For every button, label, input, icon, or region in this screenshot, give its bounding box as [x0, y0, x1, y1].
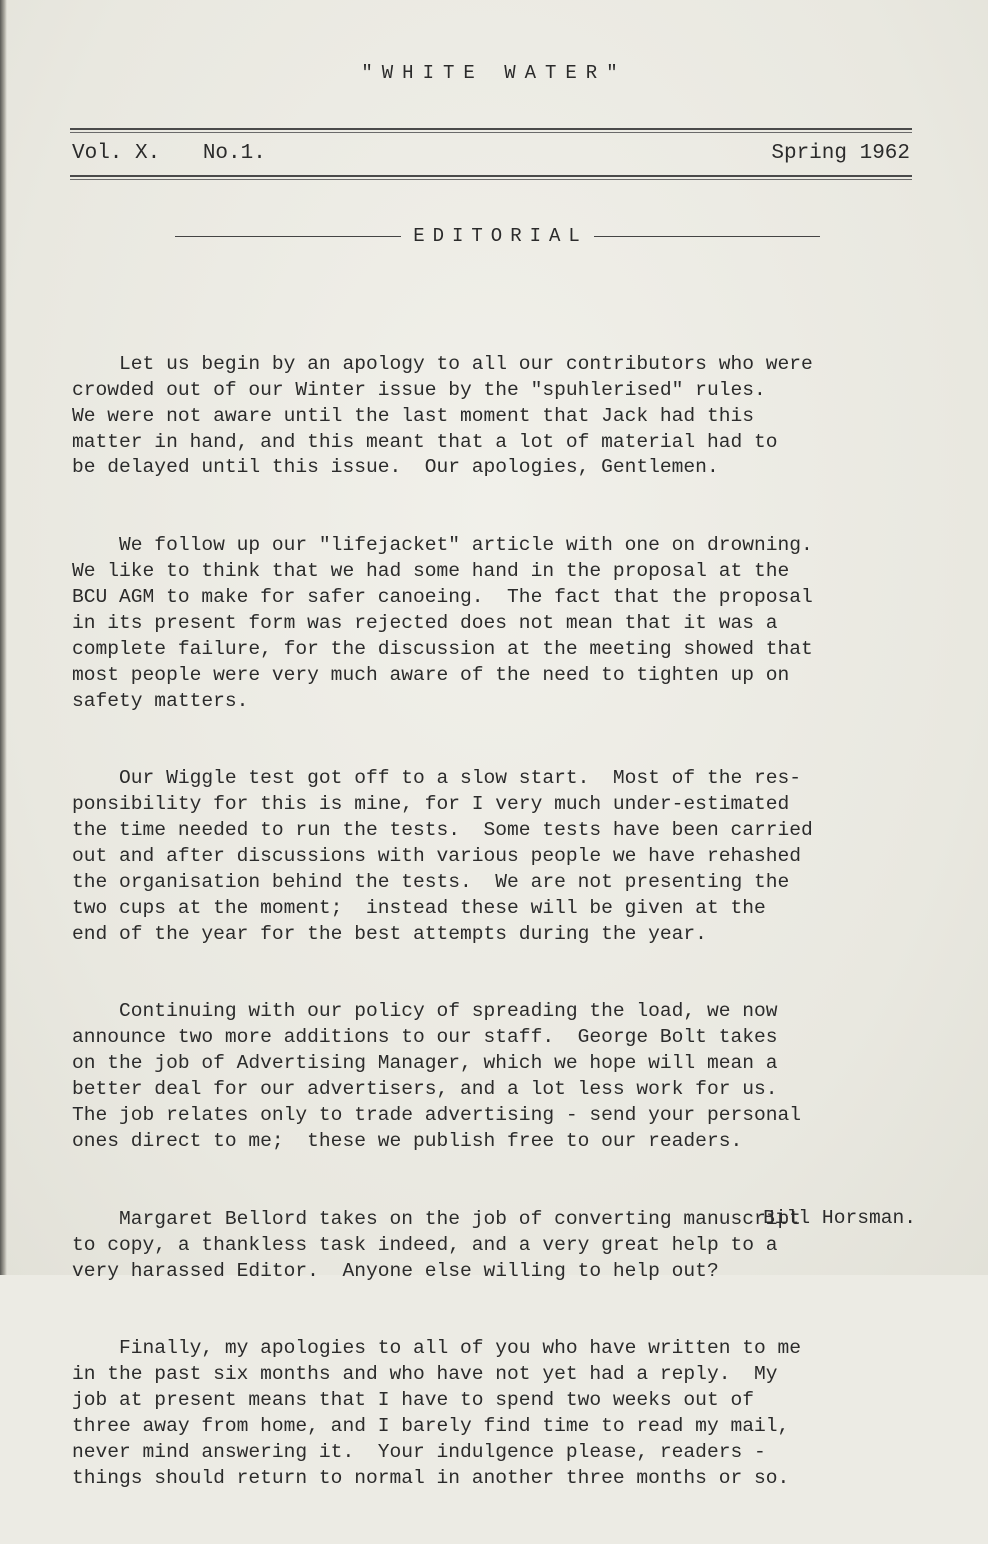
issue-season-label: Spring 1962: [771, 142, 910, 165]
editorial-paragraph-1: Let us begin by an apology to all our contributors who were crowded out of our Winter issue by the "spuhlerised" rules. We were not aware until the last moment that Jack had this matter in hand, and this meant that a lot of material had to be delayed until this issue. Our apologies, Gentlemen.: [72, 352, 813, 479]
editorial-paragraph-4: Continuing with our policy of spreading the load, we now announce two more additions to our staff. George Bolt takes on the job of Advertising Manager, which we hope will mean a better deal for our advertisers, and a lot less work for us. The job relates only to trade advertising - send your personal ones direct to me; these we publish free to our readers.: [72, 1000, 802, 1152]
section-heading: [175, 224, 820, 248]
heading-dash-left: [175, 236, 401, 237]
header-rule-bottom: [70, 175, 912, 177]
volume-label: Vol. X.: [72, 142, 161, 165]
editorial-paragraph-5: Margaret Bellord takes on the job of converting manuscript to copy, a thankless task indeed, and a very great help to a very harassed Editor. Anyone else willing to help out?: [72, 1207, 802, 1282]
editorial-body: [72, 300, 917, 1544]
header-rule-top-thin: [70, 132, 912, 133]
editor-signature: Bill Horsman.: [763, 1207, 916, 1229]
page-binding-edge: [0, 0, 7, 1275]
editorial-paragraph-6: Finally, my apologies to all of you who have written to me in the past six months and who have not yet had a reply. My job at present means that I have to spend two weeks out of three away from home, and I barely find time to read my mail, never mind answering it. Your indulgence please, readers - things should return to normal in another three months or so.: [72, 1337, 802, 1489]
masthead-title: "WHITE WATER": [361, 62, 627, 84]
issue-number-label: No.1.: [202, 142, 266, 165]
editorial-paragraph-3: Our Wiggle test got off to a slow start. Most of the res- ponsibility for this is mine, for I very much under-estimated the time needed to run the tests. Some tests have been carried out and after discussions with various people we have rehashed the organisation behind the tests. We are not presenting the two cups at the moment; instead these will be given at the end of the year for the best attempts during the year.: [72, 767, 813, 945]
issue-info-bar: [72, 142, 910, 165]
heading-dash-right: [594, 236, 820, 237]
editorial-paragraph-2: We follow up our "lifejacket" article with one on drowning. We like to think that we had some hand in the proposal at the BCU AGM to make for safer canoeing. The fact that the proposal in its present form was rejected does not mean that it was a complete failure, for the discussion at the meeting showed that most people were very much aware of the need to tighten up on safety matters.: [72, 534, 813, 712]
section-heading-label: EDITORIAL: [413, 225, 588, 247]
header-rule-bottom-thin: [70, 179, 912, 180]
header-rule-top: [70, 128, 912, 130]
